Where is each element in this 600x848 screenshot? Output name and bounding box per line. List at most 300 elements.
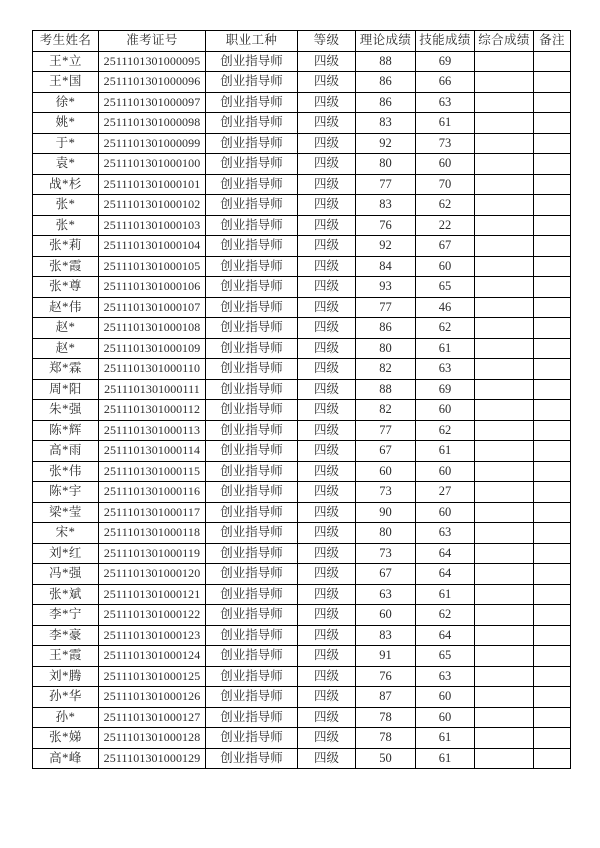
cell-remark: [534, 605, 571, 626]
table-row: [33, 646, 571, 667]
cell-id: 2511101301000095: [99, 51, 206, 72]
cell-remark: [534, 338, 571, 359]
cell-level: 四级: [298, 400, 356, 421]
cell-overall: [475, 461, 534, 482]
cell-name: 王*立: [33, 51, 99, 72]
cell-name: 王*霞: [33, 646, 99, 667]
cell-remark: [534, 154, 571, 175]
cell-name: 刘*腾: [33, 666, 99, 687]
cell-name: 张*霞: [33, 256, 99, 277]
cell-id: 2511101301000125: [99, 666, 206, 687]
cell-overall: [475, 338, 534, 359]
cell-id: 2511101301000120: [99, 564, 206, 585]
cell-name: 冯*强: [33, 564, 99, 585]
cell-occupation: 创业指导师: [206, 502, 298, 523]
cell-theory: 60: [356, 605, 416, 626]
cell-level: 四级: [298, 564, 356, 585]
column-header-occupation: 职业工种: [206, 31, 298, 52]
cell-overall: [475, 625, 534, 646]
cell-name: 陈*宇: [33, 482, 99, 503]
cell-level: 四级: [298, 318, 356, 339]
cell-id: 2511101301000112: [99, 400, 206, 421]
cell-level: 四级: [298, 728, 356, 749]
cell-theory: 82: [356, 359, 416, 380]
cell-theory: 80: [356, 523, 416, 544]
cell-name: 赵*: [33, 318, 99, 339]
cell-name: 战*杉: [33, 174, 99, 195]
cell-theory: 84: [356, 256, 416, 277]
column-header-id: 准考证号: [99, 31, 206, 52]
cell-occupation: 创业指导师: [206, 72, 298, 93]
cell-remark: [534, 482, 571, 503]
cell-remark: [534, 359, 571, 380]
cell-occupation: 创业指导师: [206, 584, 298, 605]
cell-id: 2511101301000096: [99, 72, 206, 93]
cell-occupation: 创业指导师: [206, 441, 298, 462]
cell-overall: [475, 502, 534, 523]
cell-skill: 63: [416, 92, 475, 113]
cell-remark: [534, 666, 571, 687]
cell-id: 2511101301000127: [99, 707, 206, 728]
cell-name: 张*尊: [33, 277, 99, 298]
table-row: [33, 154, 571, 175]
cell-occupation: 创业指导师: [206, 543, 298, 564]
cell-overall: [475, 51, 534, 72]
cell-remark: [534, 174, 571, 195]
cell-level: 四级: [298, 215, 356, 236]
cell-remark: [534, 461, 571, 482]
cell-level: 四级: [298, 236, 356, 257]
column-header-level: 等级: [298, 31, 356, 52]
cell-level: 四级: [298, 461, 356, 482]
cell-occupation: 创业指导师: [206, 256, 298, 277]
table-row: [33, 441, 571, 462]
cell-theory: 78: [356, 707, 416, 728]
cell-level: 四级: [298, 646, 356, 667]
cell-level: 四级: [298, 584, 356, 605]
cell-overall: [475, 72, 534, 93]
table-row: [33, 133, 571, 154]
cell-occupation: 创业指导师: [206, 277, 298, 298]
cell-id: 2511101301000119: [99, 543, 206, 564]
cell-remark: [534, 707, 571, 728]
cell-skill: 64: [416, 543, 475, 564]
cell-skill: 27: [416, 482, 475, 503]
cell-name: 宋*: [33, 523, 99, 544]
cell-occupation: 创业指导师: [206, 297, 298, 318]
cell-theory: 83: [356, 625, 416, 646]
cell-skill: 60: [416, 687, 475, 708]
cell-theory: 77: [356, 174, 416, 195]
cell-level: 四级: [298, 92, 356, 113]
cell-name: 张*斌: [33, 584, 99, 605]
cell-skill: 63: [416, 359, 475, 380]
table-row: [33, 256, 571, 277]
cell-id: 2511101301000105: [99, 256, 206, 277]
table-row: [33, 728, 571, 749]
cell-id: 2511101301000104: [99, 236, 206, 257]
cell-id: 2511101301000100: [99, 154, 206, 175]
cell-occupation: 创业指导师: [206, 461, 298, 482]
cell-overall: [475, 728, 534, 749]
cell-occupation: 创业指导师: [206, 625, 298, 646]
cell-theory: 93: [356, 277, 416, 298]
cell-id: 2511101301000117: [99, 502, 206, 523]
cell-remark: [534, 195, 571, 216]
cell-theory: 83: [356, 195, 416, 216]
cell-id: 2511101301000107: [99, 297, 206, 318]
results-table-container: [32, 30, 570, 769]
cell-skill: 62: [416, 195, 475, 216]
cell-remark: [534, 236, 571, 257]
cell-theory: 73: [356, 543, 416, 564]
cell-skill: 61: [416, 748, 475, 769]
cell-skill: 73: [416, 133, 475, 154]
cell-theory: 80: [356, 154, 416, 175]
table-row: [33, 297, 571, 318]
cell-occupation: 创业指导师: [206, 338, 298, 359]
table-row: [33, 174, 571, 195]
cell-overall: [475, 748, 534, 769]
cell-name: 徐*: [33, 92, 99, 113]
table-row: [33, 318, 571, 339]
cell-remark: [534, 256, 571, 277]
cell-level: 四级: [298, 297, 356, 318]
cell-level: 四级: [298, 72, 356, 93]
cell-level: 四级: [298, 359, 356, 380]
cell-name: 郑*霖: [33, 359, 99, 380]
cell-overall: [475, 359, 534, 380]
cell-skill: 60: [416, 256, 475, 277]
cell-occupation: 创业指导师: [206, 523, 298, 544]
cell-level: 四级: [298, 195, 356, 216]
table-header-row: [33, 31, 571, 52]
table-row: [33, 584, 571, 605]
exam-results-table: [32, 30, 571, 769]
cell-skill: 60: [416, 400, 475, 421]
cell-theory: 86: [356, 92, 416, 113]
cell-remark: [534, 318, 571, 339]
cell-theory: 90: [356, 502, 416, 523]
table-body: [33, 51, 571, 769]
cell-remark: [534, 523, 571, 544]
cell-overall: [475, 277, 534, 298]
cell-level: 四级: [298, 605, 356, 626]
cell-name: 张*伟: [33, 461, 99, 482]
table-row: [33, 605, 571, 626]
table-row: [33, 687, 571, 708]
table-row: [33, 236, 571, 257]
cell-name: 张*: [33, 195, 99, 216]
cell-skill: 65: [416, 277, 475, 298]
cell-theory: 76: [356, 666, 416, 687]
cell-level: 四级: [298, 625, 356, 646]
cell-occupation: 创业指导师: [206, 420, 298, 441]
cell-skill: 61: [416, 338, 475, 359]
table-row: [33, 707, 571, 728]
cell-name: 孙*华: [33, 687, 99, 708]
cell-overall: [475, 195, 534, 216]
cell-overall: [475, 154, 534, 175]
cell-name: 高*雨: [33, 441, 99, 462]
cell-occupation: 创业指导师: [206, 748, 298, 769]
column-header-overall: 综合成绩: [475, 31, 534, 52]
table-row: [33, 92, 571, 113]
cell-skill: 66: [416, 72, 475, 93]
cell-level: 四级: [298, 133, 356, 154]
cell-overall: [475, 441, 534, 462]
cell-overall: [475, 646, 534, 667]
table-row: [33, 72, 571, 93]
cell-level: 四级: [298, 482, 356, 503]
table-row: [33, 420, 571, 441]
cell-overall: [475, 256, 534, 277]
cell-name: 姚*: [33, 113, 99, 134]
cell-overall: [475, 420, 534, 441]
cell-theory: 60: [356, 461, 416, 482]
cell-remark: [534, 687, 571, 708]
column-header-skill: 技能成绩: [416, 31, 475, 52]
cell-remark: [534, 441, 571, 462]
cell-skill: 61: [416, 441, 475, 462]
cell-theory: 76: [356, 215, 416, 236]
cell-level: 四级: [298, 379, 356, 400]
cell-overall: [475, 215, 534, 236]
cell-remark: [534, 51, 571, 72]
cell-level: 四级: [298, 707, 356, 728]
cell-name: 张*: [33, 215, 99, 236]
cell-theory: 50: [356, 748, 416, 769]
cell-skill: 60: [416, 461, 475, 482]
cell-level: 四级: [298, 748, 356, 769]
cell-occupation: 创业指导师: [206, 154, 298, 175]
cell-occupation: 创业指导师: [206, 400, 298, 421]
cell-occupation: 创业指导师: [206, 133, 298, 154]
cell-occupation: 创业指导师: [206, 605, 298, 626]
cell-overall: [475, 318, 534, 339]
cell-name: 陈*辉: [33, 420, 99, 441]
cell-id: 2511101301000102: [99, 195, 206, 216]
cell-overall: [475, 174, 534, 195]
cell-overall: [475, 400, 534, 421]
cell-occupation: 创业指导师: [206, 92, 298, 113]
cell-theory: 82: [356, 400, 416, 421]
cell-remark: [534, 297, 571, 318]
cell-theory: 86: [356, 318, 416, 339]
cell-occupation: 创业指导师: [206, 666, 298, 687]
cell-level: 四级: [298, 174, 356, 195]
cell-overall: [475, 92, 534, 113]
cell-remark: [534, 564, 571, 585]
cell-name: 张*娣: [33, 728, 99, 749]
cell-skill: 63: [416, 666, 475, 687]
cell-name: 高*峰: [33, 748, 99, 769]
cell-occupation: 创业指导师: [206, 51, 298, 72]
cell-name: 周*阳: [33, 379, 99, 400]
cell-level: 四级: [298, 154, 356, 175]
cell-theory: 77: [356, 420, 416, 441]
cell-id: 2511101301000109: [99, 338, 206, 359]
cell-name: 袁*: [33, 154, 99, 175]
table-row: [33, 502, 571, 523]
cell-overall: [475, 482, 534, 503]
table-row: [33, 482, 571, 503]
cell-remark: [534, 748, 571, 769]
cell-id: 2511101301000115: [99, 461, 206, 482]
cell-occupation: 创业指导师: [206, 195, 298, 216]
cell-id: 2511101301000103: [99, 215, 206, 236]
cell-level: 四级: [298, 338, 356, 359]
cell-id: 2511101301000106: [99, 277, 206, 298]
cell-level: 四级: [298, 256, 356, 277]
cell-level: 四级: [298, 441, 356, 462]
cell-name: 李*豪: [33, 625, 99, 646]
cell-name: 朱*强: [33, 400, 99, 421]
cell-id: 2511101301000110: [99, 359, 206, 380]
table-row: [33, 543, 571, 564]
cell-theory: 77: [356, 297, 416, 318]
table-header: [33, 31, 571, 52]
cell-overall: [475, 584, 534, 605]
cell-skill: 64: [416, 625, 475, 646]
cell-overall: [475, 605, 534, 626]
cell-id: 2511101301000128: [99, 728, 206, 749]
column-header-name: 考生姓名: [33, 31, 99, 52]
cell-skill: 62: [416, 318, 475, 339]
cell-skill: 61: [416, 728, 475, 749]
cell-overall: [475, 707, 534, 728]
cell-remark: [534, 215, 571, 236]
cell-skill: 61: [416, 584, 475, 605]
cell-skill: 70: [416, 174, 475, 195]
cell-occupation: 创业指导师: [206, 359, 298, 380]
cell-skill: 62: [416, 420, 475, 441]
cell-skill: 46: [416, 297, 475, 318]
cell-remark: [534, 133, 571, 154]
cell-level: 四级: [298, 51, 356, 72]
cell-level: 四级: [298, 543, 356, 564]
cell-theory: 78: [356, 728, 416, 749]
table-row: [33, 748, 571, 769]
table-row: [33, 564, 571, 585]
cell-remark: [534, 625, 571, 646]
cell-name: 李*宁: [33, 605, 99, 626]
table-row: [33, 666, 571, 687]
cell-name: 张*莉: [33, 236, 99, 257]
table-row: [33, 379, 571, 400]
cell-skill: 65: [416, 646, 475, 667]
cell-overall: [475, 564, 534, 585]
cell-theory: 92: [356, 236, 416, 257]
cell-occupation: 创业指导师: [206, 728, 298, 749]
cell-occupation: 创业指导师: [206, 113, 298, 134]
cell-name: 刘*红: [33, 543, 99, 564]
cell-theory: 73: [356, 482, 416, 503]
cell-theory: 88: [356, 379, 416, 400]
cell-remark: [534, 584, 571, 605]
cell-id: 2511101301000113: [99, 420, 206, 441]
cell-occupation: 创业指导师: [206, 564, 298, 585]
cell-occupation: 创业指导师: [206, 707, 298, 728]
cell-occupation: 创业指导师: [206, 236, 298, 257]
table-row: [33, 195, 571, 216]
table-row: [33, 359, 571, 380]
table-row: [33, 461, 571, 482]
cell-skill: 22: [416, 215, 475, 236]
cell-remark: [534, 72, 571, 93]
cell-id: 2511101301000097: [99, 92, 206, 113]
table-row: [33, 338, 571, 359]
cell-skill: 64: [416, 564, 475, 585]
cell-skill: 69: [416, 51, 475, 72]
cell-overall: [475, 236, 534, 257]
table-row: [33, 215, 571, 236]
cell-overall: [475, 133, 534, 154]
cell-remark: [534, 646, 571, 667]
cell-skill: 69: [416, 379, 475, 400]
cell-theory: 91: [356, 646, 416, 667]
table-row: [33, 400, 571, 421]
cell-name: 王*国: [33, 72, 99, 93]
cell-name: 梁*莹: [33, 502, 99, 523]
cell-theory: 83: [356, 113, 416, 134]
cell-overall: [475, 113, 534, 134]
cell-remark: [534, 543, 571, 564]
cell-skill: 67: [416, 236, 475, 257]
cell-theory: 80: [356, 338, 416, 359]
cell-theory: 88: [356, 51, 416, 72]
cell-occupation: 创业指导师: [206, 482, 298, 503]
cell-overall: [475, 379, 534, 400]
cell-id: 2511101301000129: [99, 748, 206, 769]
cell-occupation: 创业指导师: [206, 174, 298, 195]
cell-remark: [534, 400, 571, 421]
cell-id: 2511101301000121: [99, 584, 206, 605]
cell-skill: 62: [416, 605, 475, 626]
cell-remark: [534, 113, 571, 134]
cell-remark: [534, 420, 571, 441]
cell-level: 四级: [298, 666, 356, 687]
cell-name: 赵*: [33, 338, 99, 359]
table-row: [33, 113, 571, 134]
cell-level: 四级: [298, 113, 356, 134]
cell-name: 赵*伟: [33, 297, 99, 318]
cell-overall: [475, 297, 534, 318]
cell-name: 于*: [33, 133, 99, 154]
column-header-remark: 备注: [534, 31, 571, 52]
cell-id: 2511101301000111: [99, 379, 206, 400]
cell-skill: 60: [416, 502, 475, 523]
cell-id: 2511101301000124: [99, 646, 206, 667]
cell-level: 四级: [298, 502, 356, 523]
cell-skill: 61: [416, 113, 475, 134]
cell-theory: 67: [356, 441, 416, 462]
cell-id: 2511101301000108: [99, 318, 206, 339]
cell-occupation: 创业指导师: [206, 318, 298, 339]
cell-id: 2511101301000122: [99, 605, 206, 626]
table-row: [33, 277, 571, 298]
cell-overall: [475, 666, 534, 687]
cell-occupation: 创业指导师: [206, 687, 298, 708]
cell-remark: [534, 92, 571, 113]
cell-theory: 92: [356, 133, 416, 154]
column-header-theory: 理论成绩: [356, 31, 416, 52]
cell-level: 四级: [298, 277, 356, 298]
cell-overall: [475, 523, 534, 544]
cell-id: 2511101301000118: [99, 523, 206, 544]
table-row: [33, 523, 571, 544]
cell-skill: 60: [416, 154, 475, 175]
